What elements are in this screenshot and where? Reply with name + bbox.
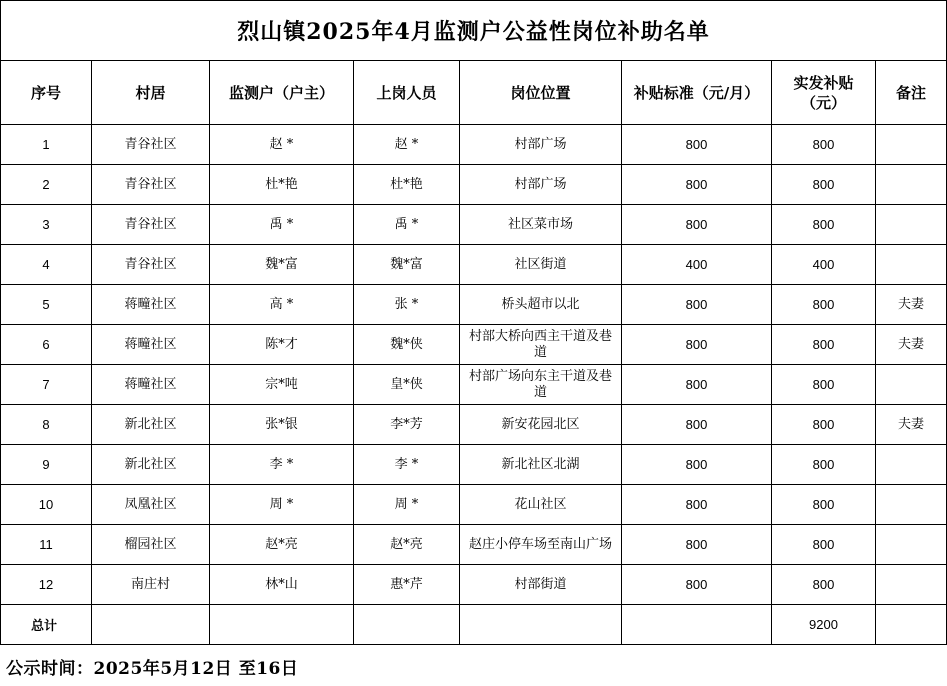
cell-note: 夫妻 — [876, 405, 947, 445]
cell-no: 7 — [1, 365, 92, 405]
cell-worker: 赵 * — [354, 125, 460, 165]
cell-no: 6 — [1, 325, 92, 365]
cell-position: 村部广场向东主干道及巷道 — [460, 365, 622, 405]
cell-village: 南庄村 — [92, 565, 210, 605]
cell-worker: 魏*富 — [354, 245, 460, 285]
cell-paid: 800 — [772, 525, 876, 565]
cell-standard: 800 — [622, 365, 772, 405]
cell-household: 林*山 — [210, 565, 354, 605]
cell-note — [876, 485, 947, 525]
table-header-row — [1, 61, 947, 125]
cell-position: 村部广场 — [460, 165, 622, 205]
cell-village: 新北社区 — [92, 445, 210, 485]
cell-paid: 800 — [772, 365, 876, 405]
cell-village: 青谷社区 — [92, 205, 210, 245]
cell-note — [876, 445, 947, 485]
cell-position: 社区街道 — [460, 245, 622, 285]
column-header: 村居 — [92, 61, 210, 125]
cell-paid: 800 — [772, 405, 876, 445]
cell-standard: 800 — [622, 445, 772, 485]
cell-household: 杜*艳 — [210, 165, 354, 205]
cell-household: 禹 * — [210, 205, 354, 245]
cell-no: 2 — [1, 165, 92, 205]
cell-paid: 800 — [772, 325, 876, 365]
cell-village: 蒋疃社区 — [92, 365, 210, 405]
table-row — [1, 165, 947, 205]
column-header: 岗位位置 — [460, 61, 622, 125]
cell-paid: 800 — [772, 485, 876, 525]
cell-worker: 李 * — [354, 445, 460, 485]
table-row — [1, 205, 947, 245]
cell-position: 新北社区北湖 — [460, 445, 622, 485]
cell-paid: 800 — [772, 165, 876, 205]
cell-village: 青谷社区 — [92, 245, 210, 285]
cell-household: 周 * — [210, 485, 354, 525]
table-row — [1, 245, 947, 285]
cell-no: 8 — [1, 405, 92, 445]
cell-standard: 800 — [622, 165, 772, 205]
cell-household: 宗*吨 — [210, 365, 354, 405]
cell-note — [876, 565, 947, 605]
cell-note — [876, 245, 947, 285]
cell-standard: 800 — [622, 205, 772, 245]
column-header: 补贴标准（元/月） — [622, 61, 772, 125]
cell-paid: 800 — [772, 285, 876, 325]
cell-standard: 800 — [622, 565, 772, 605]
total-value: 9200 — [772, 605, 876, 645]
cell-position: 村部街道 — [460, 565, 622, 605]
cell-village: 蒋疃社区 — [92, 325, 210, 365]
cell-village: 新北社区 — [92, 405, 210, 445]
cell-position: 村部大桥向西主干道及巷道 — [460, 325, 622, 365]
cell-position: 新安花园北区 — [460, 405, 622, 445]
cell-note — [876, 525, 947, 565]
cell-no: 4 — [1, 245, 92, 285]
cell-standard: 800 — [622, 125, 772, 165]
cell-worker: 李*芳 — [354, 405, 460, 445]
column-header: 实发补贴（元） — [772, 61, 876, 125]
table-row — [1, 285, 947, 325]
cell-worker: 杜*艳 — [354, 165, 460, 205]
column-header: 序号 — [1, 61, 92, 125]
cell-note: 夫妻 — [876, 285, 947, 325]
cell-no: 5 — [1, 285, 92, 325]
cell-standard: 800 — [622, 325, 772, 365]
cell-household: 李 * — [210, 445, 354, 485]
cell-village: 青谷社区 — [92, 165, 210, 205]
cell-household: 高 * — [210, 285, 354, 325]
cell-paid: 400 — [772, 245, 876, 285]
table-row — [1, 405, 947, 445]
cell-village: 蒋疃社区 — [92, 285, 210, 325]
cell-position: 花山社区 — [460, 485, 622, 525]
cell-note: 夫妻 — [876, 325, 947, 365]
cell-note — [876, 125, 947, 165]
cell-note — [876, 165, 947, 205]
table-row — [1, 525, 947, 565]
table-row — [1, 365, 947, 405]
cell-standard: 800 — [622, 405, 772, 445]
column-header: 上岗人员 — [354, 61, 460, 125]
cell-paid: 800 — [772, 445, 876, 485]
cell-worker: 惠*芹 — [354, 565, 460, 605]
table-cell — [622, 605, 772, 645]
cell-no: 1 — [1, 125, 92, 165]
cell-note — [876, 205, 947, 245]
cell-household: 赵 * — [210, 125, 354, 165]
publicity-period: 公示时间：2025年5月12日 至16日 — [6, 659, 299, 679]
cell-position: 赵庄小停车场至南山广场 — [460, 525, 622, 565]
cell-worker: 禹 * — [354, 205, 460, 245]
cell-no: 9 — [1, 445, 92, 485]
table-row — [1, 445, 947, 485]
column-header: 监测户（户主） — [210, 61, 354, 125]
cell-household: 魏*富 — [210, 245, 354, 285]
cell-position: 村部广场 — [460, 125, 622, 165]
table-row — [1, 485, 947, 525]
cell-position: 社区菜市场 — [460, 205, 622, 245]
cell-standard: 400 — [622, 245, 772, 285]
cell-village: 榴园社区 — [92, 525, 210, 565]
cell-no: 11 — [1, 525, 92, 565]
cell-worker: 周 * — [354, 485, 460, 525]
table-cell — [354, 605, 460, 645]
cell-paid: 800 — [772, 205, 876, 245]
cell-standard: 800 — [622, 485, 772, 525]
cell-worker: 张 * — [354, 285, 460, 325]
cell-standard: 800 — [622, 285, 772, 325]
total-label: 总计 — [1, 605, 92, 645]
table-cell — [92, 605, 210, 645]
cell-village: 凤凰社区 — [92, 485, 210, 525]
cell-position: 桥头超市以北 — [460, 285, 622, 325]
cell-no: 3 — [1, 205, 92, 245]
cell-household: 赵*亮 — [210, 525, 354, 565]
cell-no: 10 — [1, 485, 92, 525]
cell-standard: 800 — [622, 525, 772, 565]
cell-household: 陈*才 — [210, 325, 354, 365]
table-row — [1, 125, 947, 165]
cell-village: 青谷社区 — [92, 125, 210, 165]
cell-worker: 赵*亮 — [354, 525, 460, 565]
cell-worker: 皇*侠 — [354, 365, 460, 405]
page-title: 烈山镇2025年4月监测户公益性岗位补助名单 — [1, 1, 947, 61]
cell-household: 张*银 — [210, 405, 354, 445]
cell-paid: 800 — [772, 125, 876, 165]
table-row — [1, 565, 947, 605]
table-cell — [460, 605, 622, 645]
cell-no: 12 — [1, 565, 92, 605]
table-row — [1, 325, 947, 365]
total-row — [1, 605, 947, 645]
cell-paid: 800 — [772, 565, 876, 605]
column-header: 备注 — [876, 61, 947, 125]
cell-note — [876, 365, 947, 405]
table-cell — [876, 605, 947, 645]
cell-worker: 魏*侠 — [354, 325, 460, 365]
table-cell — [210, 605, 354, 645]
